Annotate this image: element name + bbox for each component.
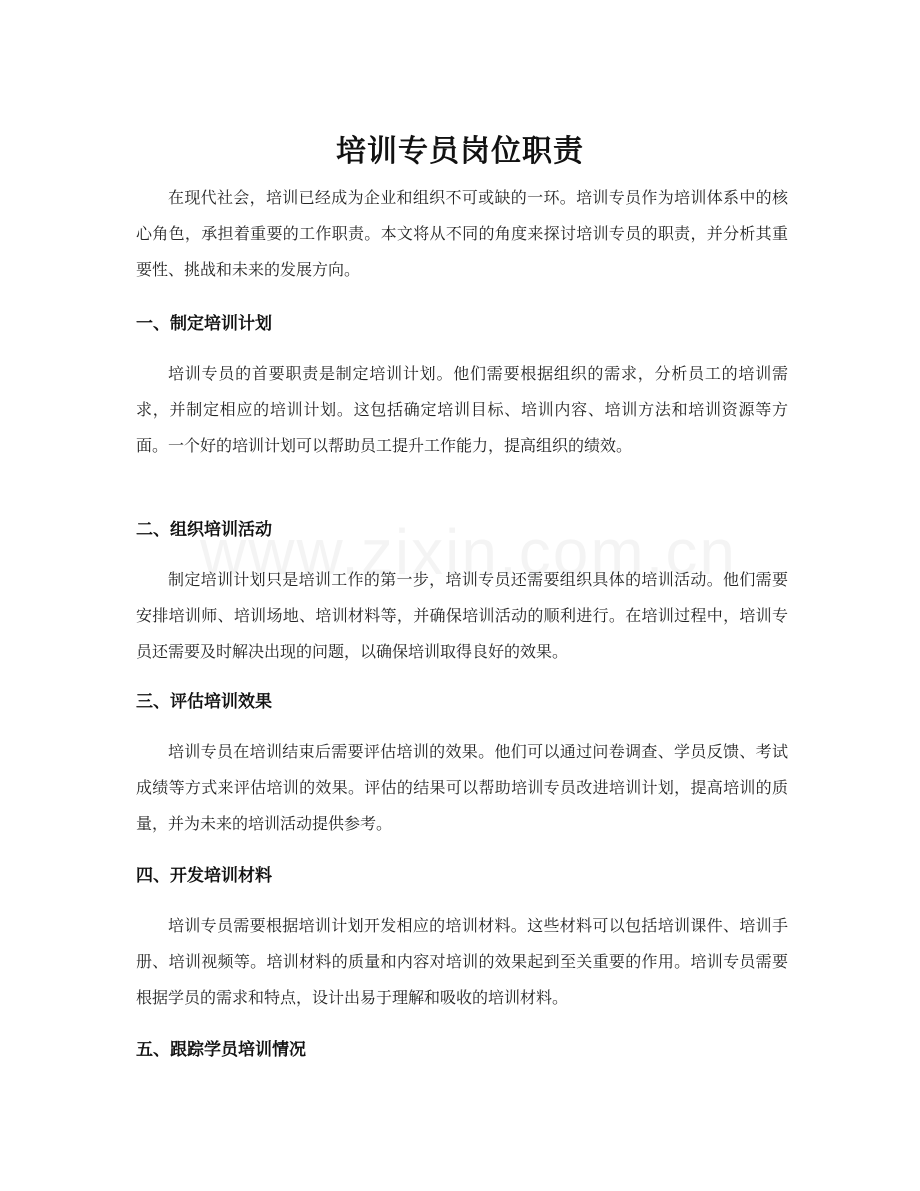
- section-1-body: 培训专员的首要职责是制定培训计划。他们需要根据组织的需求，分析员工的培训需求，并制定相应的培训计划。这包括确定培训目标、培训内容、培训方法和培训资源等方面。一个好的培训计划可以帮助员工提升工作能力，提高组织的绩效。: [136, 364, 788, 455]
- section-1-heading: 一、制定培训计划: [136, 314, 272, 334]
- intro-paragraph: 在现代社会，培训已经成为企业和组织不可或缺的一环。培训专员作为培训体系中的核心角色，承担着重要的工作职责。本文将从不同的角度来探讨培训专员的职责，并分析其重要性、挑战和未来的发展方向。: [136, 188, 788, 279]
- document-title: 培训专员岗位职责: [336, 134, 584, 170]
- section-5-heading: 五、跟踪学员培训情况: [136, 1040, 306, 1060]
- section-4-body: 培训专员需要根据培训计划开发相应的培训材料。这些材料可以包括培训课件、培训手册、培训视频等。培训材料的质量和内容对培训的效果起到至关重要的作用。培训专员需要根据学员的需求和特点，设计出易于理解和吸收的培训材料。: [136, 916, 788, 1007]
- section-3-heading: 三、评估培训效果: [136, 692, 272, 712]
- section-2-heading: 二、组织培训活动: [136, 520, 272, 540]
- section-3-body: 培训专员在培训结束后需要评估培训的效果。他们可以通过问卷调查、学员反馈、考试成绩等方式来评估培训的效果。评估的结果可以帮助培训专员改进培训计划，提高培训的质量，并为未来的培训活动提供参考。: [136, 742, 788, 833]
- section-2-body: 制定培训计划只是培训工作的第一步，培训专员还需要组织具体的培训活动。他们需要安排培训师、培训场地、培训材料等，并确保培训活动的顺利进行。在培训过程中，培训专员还需要及时解决出现的问题，以确保培训取得良好的效果。: [136, 570, 788, 661]
- section-4-heading: 四、开发培训材料: [136, 866, 272, 886]
